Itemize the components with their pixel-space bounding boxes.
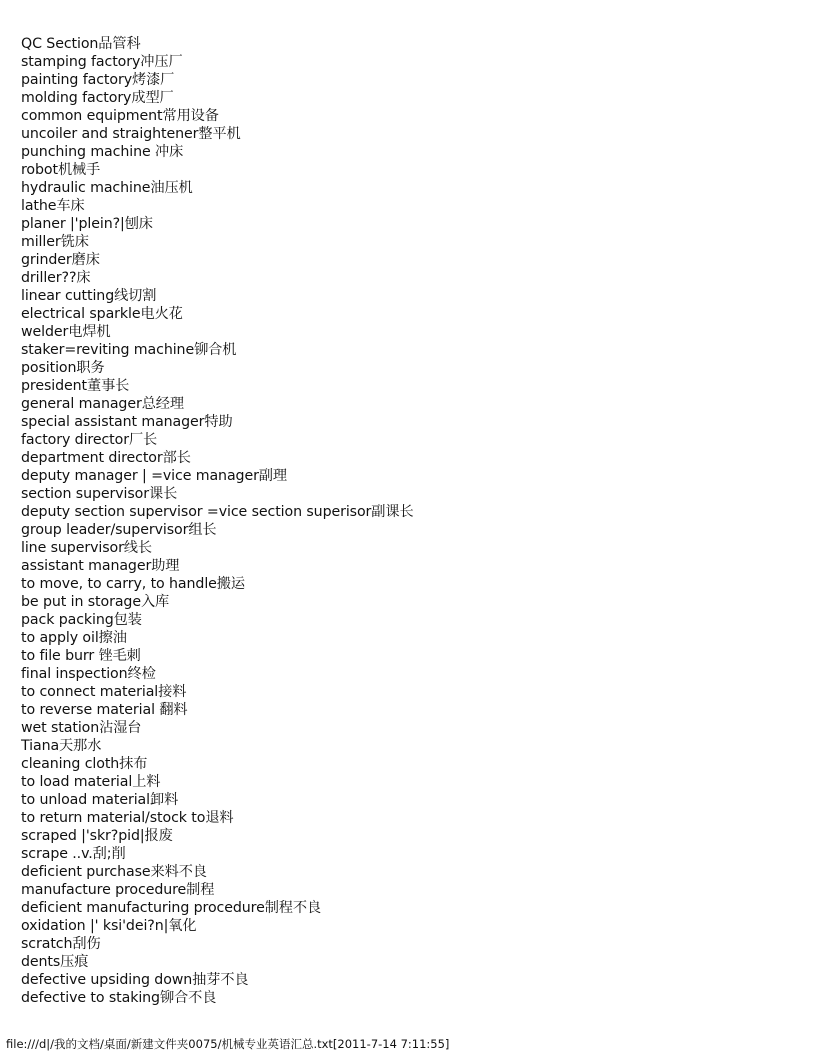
text-line: Tiana天那水 bbox=[21, 738, 102, 754]
text-line: final inspection终检 bbox=[21, 666, 156, 682]
text-line: to reverse material 翻料 bbox=[21, 702, 188, 718]
text-line: line supervisor线长 bbox=[21, 540, 152, 556]
text-line: deficient purchase来料不良 bbox=[21, 864, 207, 880]
text-line: factory director厂长 bbox=[21, 432, 158, 448]
text-line: to unload material卸料 bbox=[21, 792, 179, 808]
text-line: robot机械手 bbox=[21, 162, 101, 178]
text-line: to apply oil擦油 bbox=[21, 630, 127, 646]
text-line: defective upsiding down抽芽不良 bbox=[21, 972, 249, 988]
text-line: wet station沾湿台 bbox=[21, 720, 142, 736]
text-line: special assistant manager特助 bbox=[21, 414, 233, 430]
text-line: welder电焊机 bbox=[21, 324, 111, 340]
text-line: president董事长 bbox=[21, 378, 130, 394]
text-line: to move, to carry, to handle搬运 bbox=[21, 576, 245, 592]
text-line: punching machine 冲床 bbox=[21, 144, 184, 160]
text-line: to load material上料 bbox=[21, 774, 161, 790]
text-line: oxidation |' ksi'dei?n|氧化 bbox=[21, 918, 197, 934]
text-line: dents压痕 bbox=[21, 954, 89, 970]
text-line: miller铣床 bbox=[21, 234, 89, 250]
file-path-footer: file:///d|/我的文档/桌面/新建文件夹0075/机械专业英语汇总.txt[2011-7-14 7:11:55] bbox=[6, 1037, 450, 1051]
text-line: scraped |'skr?pid|报废 bbox=[21, 828, 173, 844]
text-line: linear cutting线切割 bbox=[21, 288, 157, 304]
text-line: uncoiler and straightener整平机 bbox=[21, 126, 241, 142]
text-line: deficient manufacturing procedure制程不良 bbox=[21, 900, 322, 916]
text-line: planer |'plein?|刨床 bbox=[21, 216, 153, 232]
text-line: pack packing包装 bbox=[21, 612, 142, 628]
text-line: department director部长 bbox=[21, 450, 191, 466]
text-line: grinder磨床 bbox=[21, 252, 100, 268]
text-line: painting factory烤漆厂 bbox=[21, 72, 175, 88]
text-line: deputy section supervisor =vice section superisor副课长 bbox=[21, 504, 414, 520]
text-line: electrical sparkle电火花 bbox=[21, 306, 183, 322]
text-line: to file burr 锉毛刺 bbox=[21, 648, 141, 664]
text-line: be put in storage入库 bbox=[21, 594, 170, 610]
text-line: assistant manager助理 bbox=[21, 558, 180, 574]
text-line: scrape ..v.刮;削 bbox=[21, 846, 126, 862]
text-line: group leader/supervisor组长 bbox=[21, 522, 217, 538]
text-line: staker=reviting machine铆合机 bbox=[21, 342, 237, 358]
text-line: driller??床 bbox=[21, 270, 91, 286]
text-line: position职务 bbox=[21, 360, 105, 376]
text-line: common equipment常用设备 bbox=[21, 108, 219, 124]
text-line: stamping factory冲压厂 bbox=[21, 54, 183, 70]
text-line: molding factory成型厂 bbox=[21, 90, 174, 106]
text-line: hydraulic machine油压机 bbox=[21, 180, 193, 196]
text-line: deputy manager | =vice manager副理 bbox=[21, 468, 287, 484]
text-line: section supervisor课长 bbox=[21, 486, 178, 502]
text-line: manufacture procedure制程 bbox=[21, 882, 215, 898]
text-line: to connect material接料 bbox=[21, 684, 187, 700]
text-line: defective to staking铆合不良 bbox=[21, 990, 217, 1006]
text-line: to return material/stock to退料 bbox=[21, 810, 234, 826]
text-line: cleaning cloth抹布 bbox=[21, 756, 148, 772]
text-line: general manager总经理 bbox=[21, 396, 184, 412]
document-body bbox=[21, 35, 801, 1007]
text-line: QC Section品管科 bbox=[21, 36, 141, 52]
text-line: scratch刮伤 bbox=[21, 936, 101, 952]
text-line: lathe车床 bbox=[21, 198, 85, 214]
